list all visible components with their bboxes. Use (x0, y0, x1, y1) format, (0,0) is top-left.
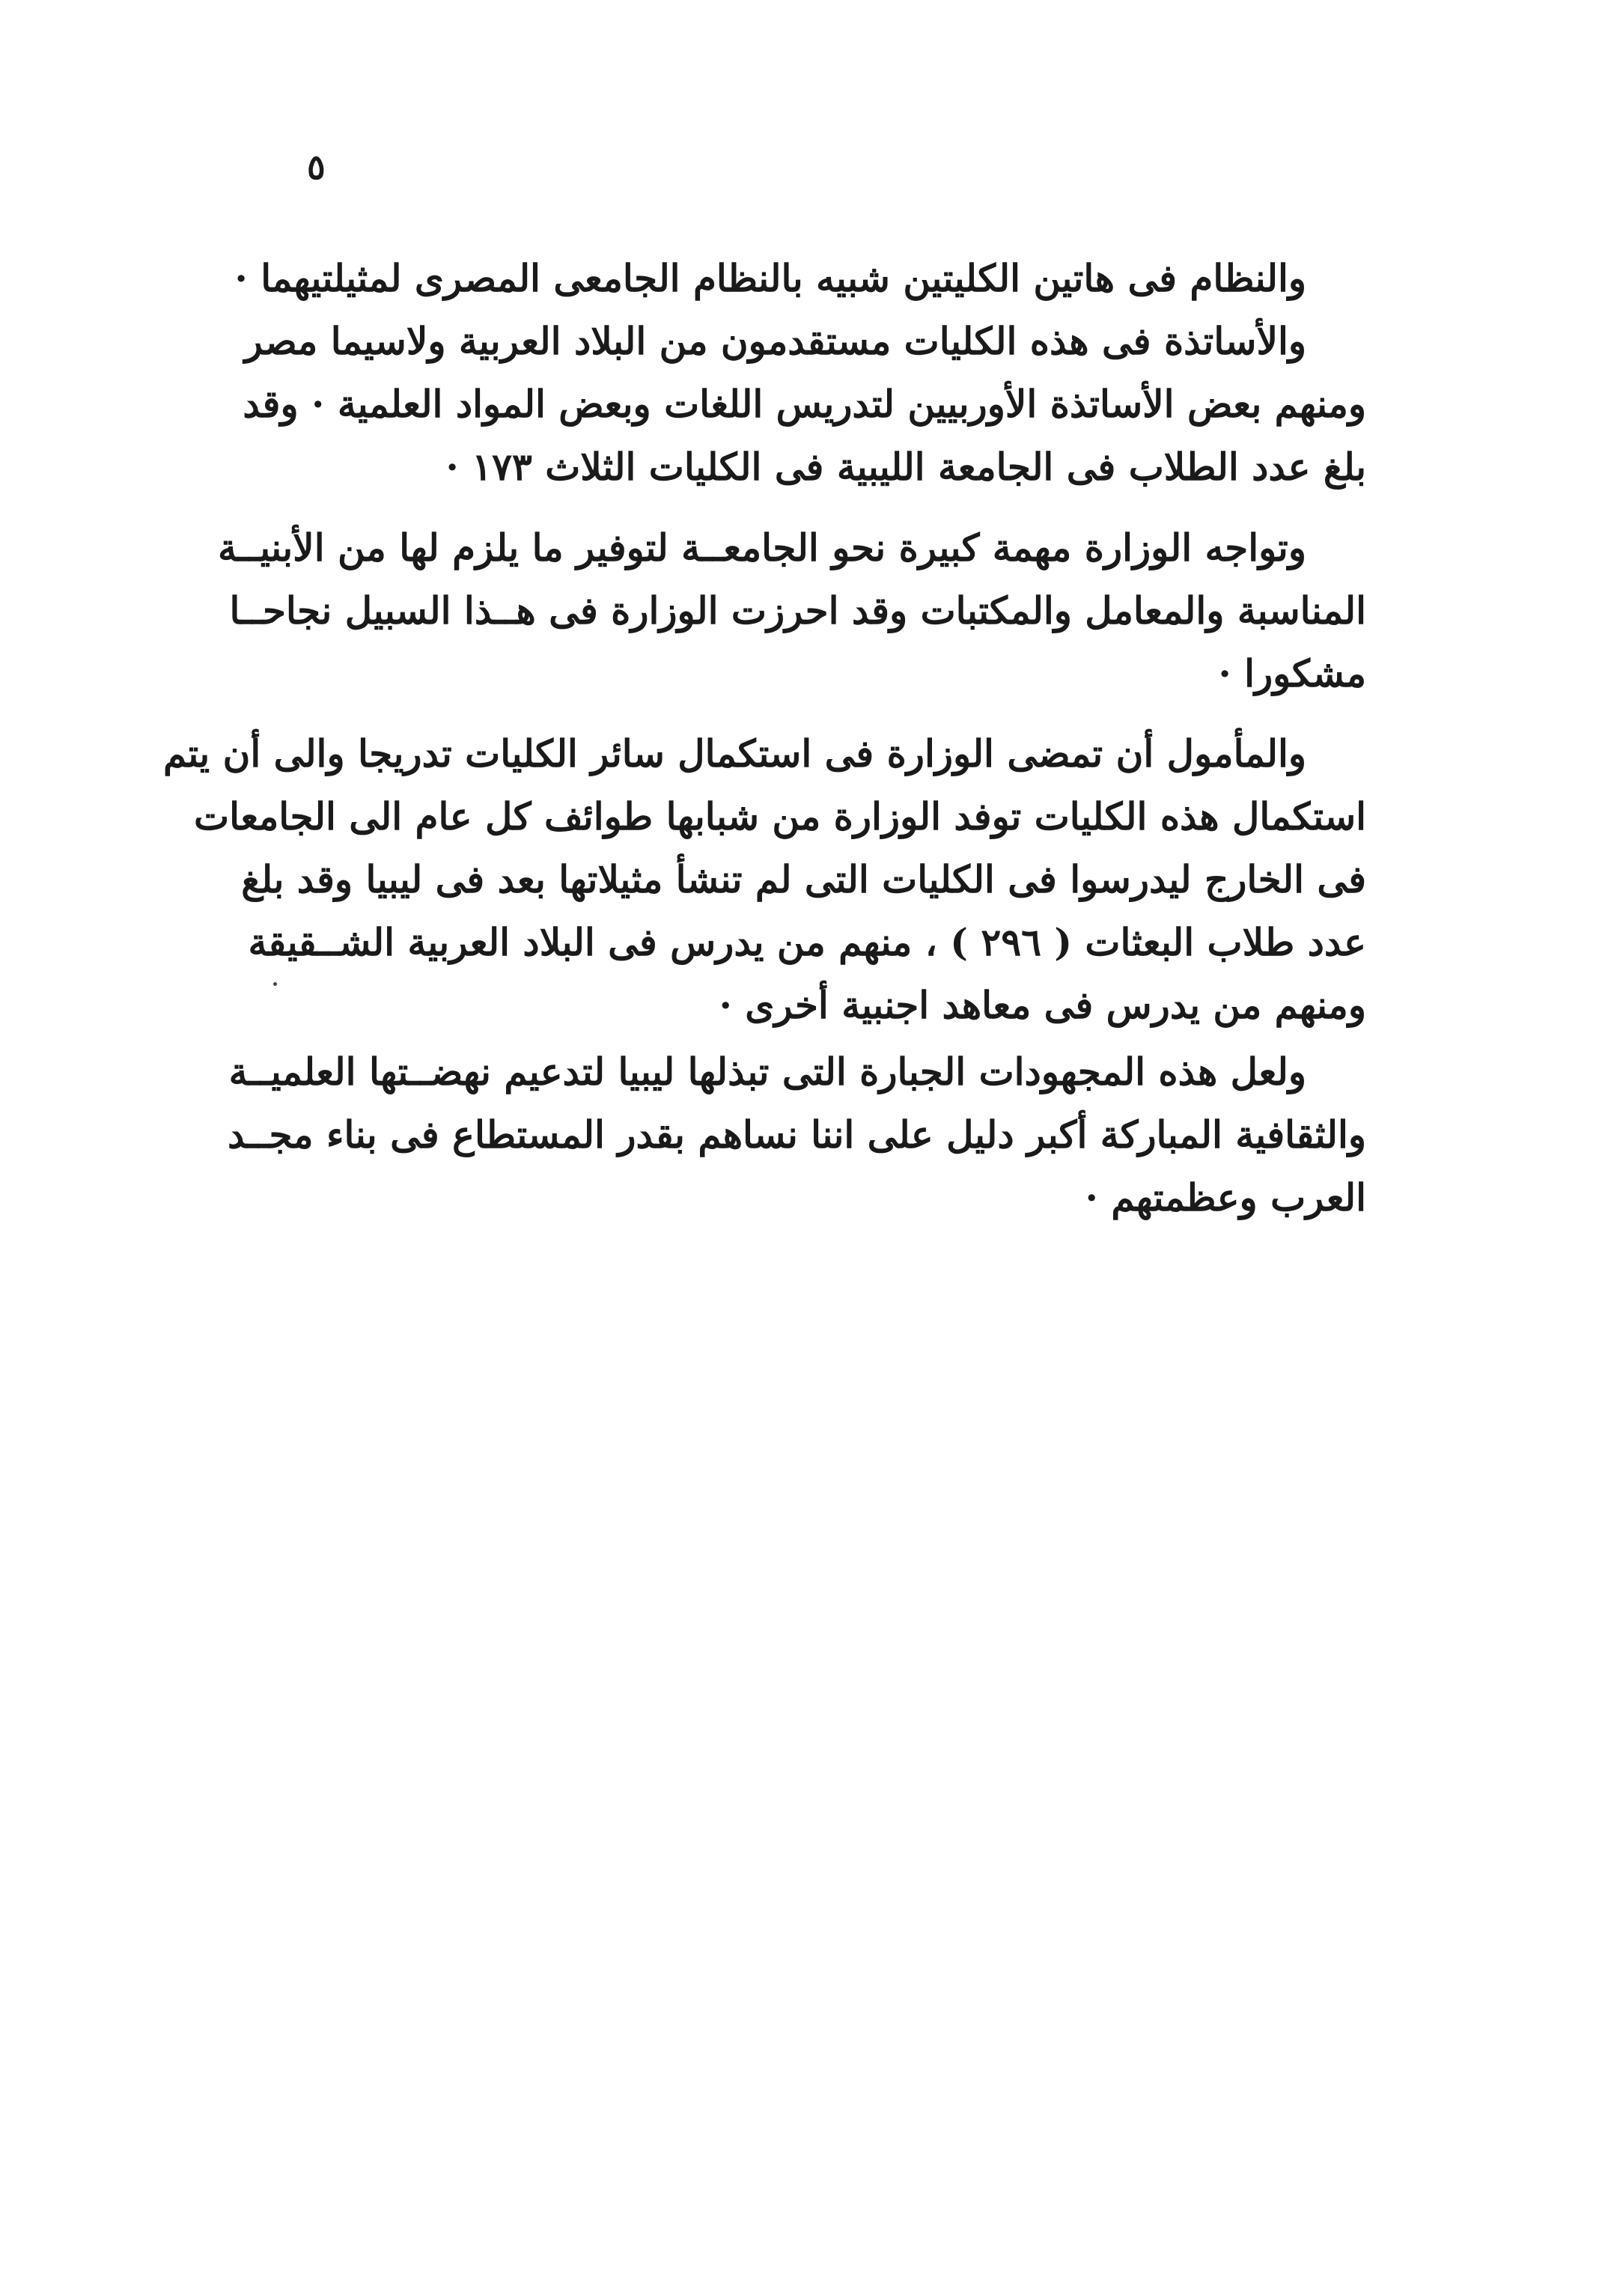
paragraph-line: ومنهم بعض الأساتذة الأوربيين لتدريس اللغات وبعض المواد العلمية · وقد (243, 382, 1366, 426)
paragraph-1 (234, 247, 1366, 499)
paragraph-line: العرب وعظمتهم · (1085, 1175, 1366, 1219)
paragraph-line: فى الخارج ليدرسوا فى الكليات التى لم تنشأ مثيلاتها بعد فى ليبيا وقد بلغ (241, 857, 1366, 901)
paragraph-line: والنظام فى هاتين الكليتين شبيه بالنظام الجامعى المصرى لمثيلتيهما · (234, 256, 1306, 300)
scan-speck (273, 982, 277, 986)
paragraph-line: بلغ عدد الطلاب فى الجامعة الليبية فى الكليات الثلاث ١٧٣ · (445, 445, 1366, 489)
paragraph-line: استكمال هذه الكليات توفد الوزارة من شبابها طوائف كل عام الى الجامعات (194, 794, 1366, 838)
paragraph-3 (162, 722, 1366, 1037)
paragraph-line: ومنهم من يدرس فى معاهد اجنبية أخرى · (719, 983, 1366, 1027)
paragraph-line: المناسبة والمعامل والمكتبات وقد احرزت الوزارة فى هــذا السبيل نجاحــا (229, 588, 1366, 633)
paragraph-line: وتواجه الوزارة مهمة كبيرة نحو الجامعــة لتوفير ما يلزم لها من الأبنيــة (217, 526, 1306, 570)
paragraph-4 (227, 1041, 1366, 1229)
paragraph-line: مشكورا · (1218, 651, 1366, 695)
paragraph-line: والمأمول أن تمضى الوزارة فى استكمال سائر الكليات تدريجا والى أن يتم (162, 731, 1306, 776)
paragraph-line: عدد طلاب البعثات ( ٢٩٦ ) ، منهم من يدرس فى البلاد العربية الشــقيقة (248, 920, 1366, 964)
paragraph-line: والأساتذة فى هذه الكليات مستقدمون من البلاد العربية ولاسيما مصر (244, 319, 1306, 363)
page-number: ٥ (307, 147, 326, 187)
paragraph-line: والثقافية المباركة أكبر دليل على اننا نساهم بقدر المستطاع فى بناء مجــد (227, 1112, 1366, 1157)
paragraph-2 (217, 517, 1366, 705)
paragraph-line: ولعل هذه المجهودات الجبارة التى تبذلها ليبيا لتدعيم نهضــتها العلميــة (228, 1050, 1306, 1094)
